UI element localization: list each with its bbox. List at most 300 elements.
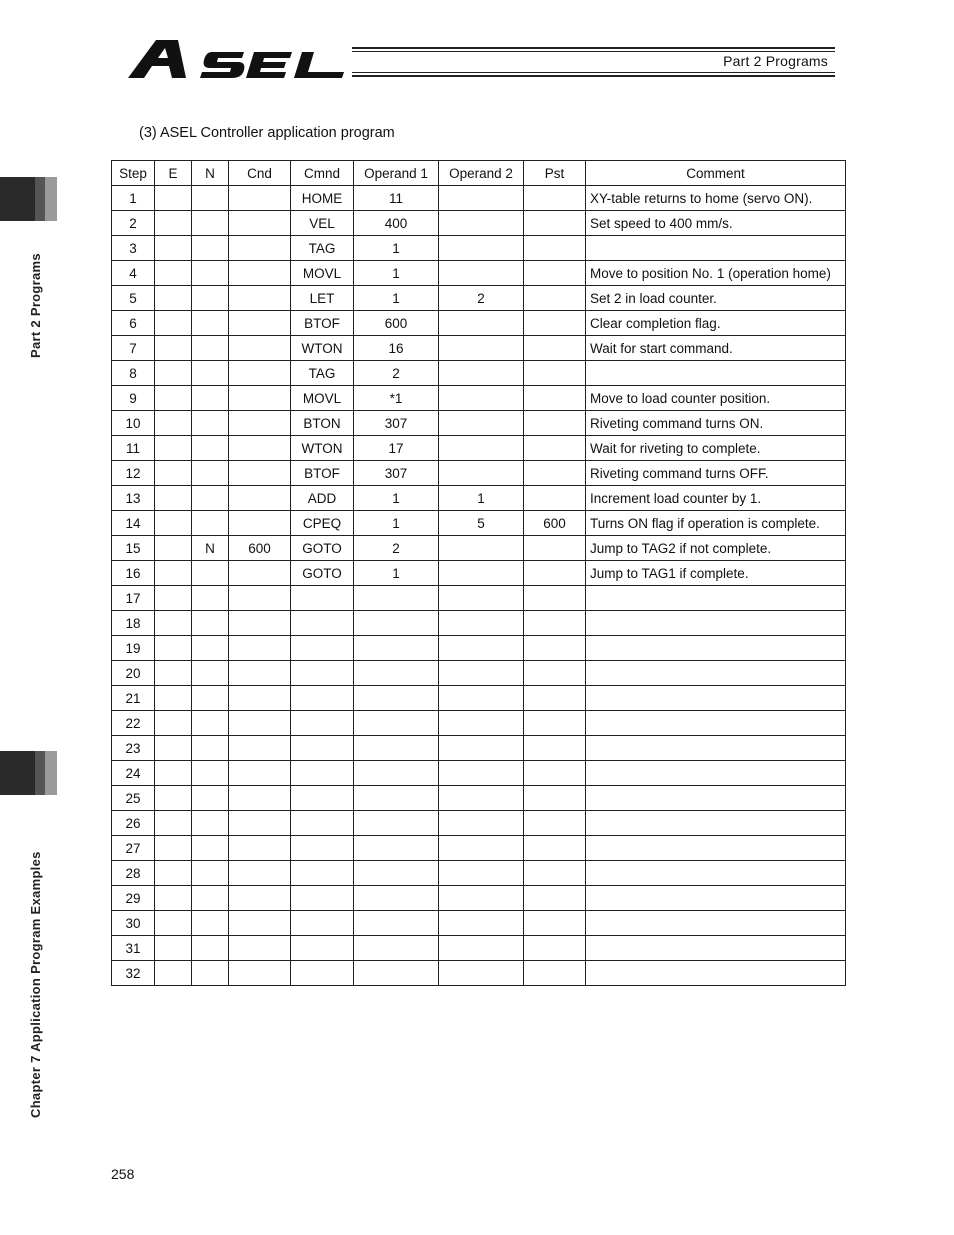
cell-cnd: [229, 511, 291, 536]
cell-operand2: [439, 411, 524, 436]
cell-n: [192, 311, 229, 336]
cell-cnd: [229, 736, 291, 761]
cell-operand1: 1: [354, 561, 439, 586]
cell-n: [192, 461, 229, 486]
cell-pst: [524, 786, 586, 811]
cell-step: 21: [112, 686, 155, 711]
cell-e: [155, 586, 192, 611]
program-table: [111, 160, 846, 986]
cell-operand1: [354, 861, 439, 886]
cell-comment: Jump to TAG2 if not complete.: [586, 536, 846, 561]
cell-e: [155, 211, 192, 236]
cell-e: [155, 511, 192, 536]
cell-operand2: [439, 236, 524, 261]
cell-pst: [524, 636, 586, 661]
cell-pst: [524, 811, 586, 836]
table-row: [112, 486, 846, 511]
table-row: [112, 436, 846, 461]
cell-n: [192, 711, 229, 736]
cell-operand1: [354, 636, 439, 661]
table-row: [112, 511, 846, 536]
cell-operand2: [439, 336, 524, 361]
cell-comment: [586, 861, 846, 886]
cell-cmnd: WTON: [291, 436, 354, 461]
cell-cnd: [229, 586, 291, 611]
cell-step: 5: [112, 286, 155, 311]
cell-operand1: [354, 961, 439, 986]
cell-comment: [586, 636, 846, 661]
cell-comment: [586, 961, 846, 986]
cell-pst: [524, 761, 586, 786]
cell-step: 15: [112, 536, 155, 561]
side-label-chapter: Chapter 7 Application Program Examples: [28, 851, 43, 1118]
cell-cmnd: [291, 936, 354, 961]
cell-e: [155, 911, 192, 936]
cell-cnd: [229, 611, 291, 636]
table-row: [112, 411, 846, 436]
cell-cmnd: [291, 761, 354, 786]
cell-step: 22: [112, 711, 155, 736]
cell-pst: [524, 661, 586, 686]
table-row: [112, 811, 846, 836]
cell-operand1: [354, 711, 439, 736]
cell-comment: Clear completion flag.: [586, 311, 846, 336]
cell-operand1: [354, 586, 439, 611]
cell-e: [155, 636, 192, 661]
cell-pst: [524, 286, 586, 311]
cell-operand1: 400: [354, 211, 439, 236]
table-row: [112, 661, 846, 686]
cell-pst: [524, 211, 586, 236]
cell-n: [192, 286, 229, 311]
cell-operand2: [439, 811, 524, 836]
cell-pst: [524, 586, 586, 611]
cell-comment: [586, 661, 846, 686]
table-row: [112, 336, 846, 361]
cell-operand1: 11: [354, 186, 439, 211]
cell-cmnd: TAG: [291, 361, 354, 386]
table-row: [112, 736, 846, 761]
cell-n: [192, 511, 229, 536]
cell-cnd: [229, 386, 291, 411]
cell-operand1: [354, 686, 439, 711]
cell-operand1: 1: [354, 286, 439, 311]
table-row: [112, 361, 846, 386]
cell-e: [155, 261, 192, 286]
cell-e: [155, 786, 192, 811]
cell-operand1: 17: [354, 436, 439, 461]
cell-e: [155, 536, 192, 561]
cell-operand1: 1: [354, 261, 439, 286]
cell-cnd: [229, 336, 291, 361]
cell-comment: Wait for riveting to complete.: [586, 436, 846, 461]
table-row: [112, 386, 846, 411]
section-title: (3) ASEL Controller application program: [139, 125, 395, 141]
cell-pst: [524, 361, 586, 386]
table-row: [112, 961, 846, 986]
cell-cmnd: [291, 786, 354, 811]
cell-cmnd: [291, 711, 354, 736]
cell-cnd: [229, 711, 291, 736]
cell-cnd: [229, 786, 291, 811]
cell-step: 17: [112, 586, 155, 611]
cell-operand2: [439, 461, 524, 486]
cell-operand1: *1: [354, 386, 439, 411]
cell-pst: [524, 936, 586, 961]
cell-e: [155, 386, 192, 411]
cell-step: 2: [112, 211, 155, 236]
cell-operand2: [439, 436, 524, 461]
table-row: [112, 861, 846, 886]
cell-pst: [524, 611, 586, 636]
cell-operand2: [439, 386, 524, 411]
cell-pst: [524, 186, 586, 211]
cell-cnd: [229, 886, 291, 911]
cell-pst: [524, 736, 586, 761]
cell-operand2: [439, 536, 524, 561]
cell-operand2: 5: [439, 511, 524, 536]
cell-comment: [586, 686, 846, 711]
page-number: 258: [111, 1166, 135, 1182]
cell-operand2: [439, 736, 524, 761]
table-row: [112, 561, 846, 586]
cell-step: 24: [112, 761, 155, 786]
cell-cmnd: GOTO: [291, 561, 354, 586]
cell-operand2: 2: [439, 286, 524, 311]
cell-cnd: [229, 836, 291, 861]
cell-cnd: [229, 436, 291, 461]
cell-step: 19: [112, 636, 155, 661]
cell-step: 28: [112, 861, 155, 886]
cell-n: [192, 786, 229, 811]
cell-operand1: 2: [354, 361, 439, 386]
cell-operand1: [354, 811, 439, 836]
cell-comment: [586, 786, 846, 811]
cell-comment: [586, 811, 846, 836]
cell-n: [192, 261, 229, 286]
cell-operand2: [439, 911, 524, 936]
cell-cnd: [229, 486, 291, 511]
cell-cnd: [229, 811, 291, 836]
cell-operand1: 2: [354, 536, 439, 561]
cell-comment: Set 2 in load counter.: [586, 286, 846, 311]
cell-n: [192, 211, 229, 236]
cell-pst: [524, 486, 586, 511]
cell-cnd: [229, 361, 291, 386]
table-row: [112, 236, 846, 261]
cell-n: [192, 936, 229, 961]
table-body: [112, 186, 846, 986]
table-row: [112, 786, 846, 811]
cell-operand1: [354, 836, 439, 861]
cell-operand2: [439, 711, 524, 736]
cell-operand2: [439, 561, 524, 586]
column-header-step: Step: [112, 161, 155, 186]
cell-comment: [586, 911, 846, 936]
cell-e: [155, 436, 192, 461]
cell-operand1: 1: [354, 511, 439, 536]
cell-cnd: [229, 961, 291, 986]
cell-n: [192, 411, 229, 436]
cell-n: [192, 561, 229, 586]
cell-cmnd: CPEQ: [291, 511, 354, 536]
cell-step: 25: [112, 786, 155, 811]
cell-cmnd: [291, 811, 354, 836]
cell-comment: Riveting command turns ON.: [586, 411, 846, 436]
cell-operand1: [354, 786, 439, 811]
cell-operand2: 1: [439, 486, 524, 511]
cell-pst: [524, 961, 586, 986]
table-row: [112, 911, 846, 936]
column-header-n: N: [192, 161, 229, 186]
cell-cmnd: [291, 611, 354, 636]
cell-operand1: 1: [354, 236, 439, 261]
cell-pst: [524, 561, 586, 586]
cell-step: 26: [112, 811, 155, 836]
cell-n: [192, 486, 229, 511]
cell-e: [155, 736, 192, 761]
cell-operand2: [439, 861, 524, 886]
cell-e: [155, 861, 192, 886]
cell-e: [155, 711, 192, 736]
cell-operand2: [439, 586, 524, 611]
cell-cmnd: [291, 586, 354, 611]
cell-cnd: [229, 311, 291, 336]
table-row: [112, 261, 846, 286]
cell-operand1: [354, 886, 439, 911]
cell-comment: Wait for start command.: [586, 336, 846, 361]
cell-e: [155, 311, 192, 336]
cell-operand1: 307: [354, 411, 439, 436]
cell-cmnd: [291, 911, 354, 936]
cell-step: 30: [112, 911, 155, 936]
side-label-part: Part 2 Programs: [28, 253, 43, 358]
cell-operand2: [439, 611, 524, 636]
cell-operand2: [439, 686, 524, 711]
cell-cmnd: [291, 736, 354, 761]
cell-pst: [524, 886, 586, 911]
cell-operand1: 1: [354, 486, 439, 511]
side-tab-marker-bottom: [0, 751, 57, 795]
cell-cnd: [229, 636, 291, 661]
cell-n: [192, 361, 229, 386]
cell-step: 18: [112, 611, 155, 636]
cell-pst: [524, 236, 586, 261]
table-row: [112, 886, 846, 911]
cell-cnd: [229, 186, 291, 211]
cell-cmnd: VEL: [291, 211, 354, 236]
cell-step: 4: [112, 261, 155, 286]
cell-e: [155, 236, 192, 261]
cell-cnd: 600: [229, 536, 291, 561]
cell-e: [155, 561, 192, 586]
cell-cmnd: ADD: [291, 486, 354, 511]
cell-step: 12: [112, 461, 155, 486]
cell-cnd: [229, 936, 291, 961]
cell-pst: [524, 411, 586, 436]
table-header-row: [112, 161, 846, 186]
column-header-cmnd: Cmnd: [291, 161, 354, 186]
cell-n: [192, 811, 229, 836]
cell-pst: [524, 461, 586, 486]
cell-operand2: [439, 936, 524, 961]
cell-cnd: [229, 461, 291, 486]
cell-step: 32: [112, 961, 155, 986]
cell-operand2: [439, 961, 524, 986]
column-header-operand1: Operand 1: [354, 161, 439, 186]
cell-cnd: [229, 911, 291, 936]
cell-cnd: [229, 861, 291, 886]
cell-e: [155, 686, 192, 711]
cell-step: 13: [112, 486, 155, 511]
cell-e: [155, 661, 192, 686]
cell-operand2: [439, 361, 524, 386]
cell-comment: [586, 236, 846, 261]
cell-cnd: [229, 686, 291, 711]
cell-e: [155, 936, 192, 961]
cell-operand2: [439, 786, 524, 811]
cell-operand2: [439, 886, 524, 911]
cell-cnd: [229, 561, 291, 586]
cell-n: [192, 911, 229, 936]
cell-cnd: [229, 261, 291, 286]
table-row: [112, 311, 846, 336]
cell-n: [192, 961, 229, 986]
cell-n: [192, 761, 229, 786]
cell-step: 9: [112, 386, 155, 411]
table-row: [112, 536, 846, 561]
table-row: [112, 686, 846, 711]
cell-step: 14: [112, 511, 155, 536]
cell-operand1: [354, 611, 439, 636]
cell-e: [155, 186, 192, 211]
cell-cmnd: [291, 636, 354, 661]
cell-operand1: [354, 761, 439, 786]
column-header-operand2: Operand 2: [439, 161, 524, 186]
cell-n: [192, 636, 229, 661]
cell-pst: [524, 536, 586, 561]
cell-n: [192, 611, 229, 636]
cell-n: [192, 186, 229, 211]
table-row: [112, 461, 846, 486]
cell-operand1: 16: [354, 336, 439, 361]
cell-cnd: [229, 761, 291, 786]
cell-e: [155, 461, 192, 486]
cell-operand1: [354, 661, 439, 686]
cell-cmnd: BTON: [291, 411, 354, 436]
table-row: [112, 711, 846, 736]
cell-e: [155, 836, 192, 861]
cell-step: 10: [112, 411, 155, 436]
cell-e: [155, 486, 192, 511]
table-row: [112, 211, 846, 236]
cell-cnd: [229, 236, 291, 261]
cell-operand1: 600: [354, 311, 439, 336]
header-part-label: Part 2 Programs: [723, 53, 828, 69]
cell-cmnd: [291, 886, 354, 911]
cell-e: [155, 761, 192, 786]
cell-e: [155, 611, 192, 636]
cell-pst: 600: [524, 511, 586, 536]
cell-comment: Riveting command turns OFF.: [586, 461, 846, 486]
cell-step: 6: [112, 311, 155, 336]
cell-cmnd: HOME: [291, 186, 354, 211]
cell-pst: [524, 336, 586, 361]
asel-logo: [126, 36, 350, 80]
cell-comment: [586, 761, 846, 786]
cell-operand2: [439, 186, 524, 211]
table-row: [112, 936, 846, 961]
cell-cmnd: TAG: [291, 236, 354, 261]
cell-pst: [524, 436, 586, 461]
cell-comment: Move to load counter position.: [586, 386, 846, 411]
cell-cmnd: WTON: [291, 336, 354, 361]
table-row: [112, 761, 846, 786]
table-row: [112, 586, 846, 611]
cell-operand2: [439, 836, 524, 861]
cell-n: [192, 336, 229, 361]
cell-operand1: [354, 911, 439, 936]
table-row: [112, 286, 846, 311]
cell-n: [192, 236, 229, 261]
cell-operand2: [439, 261, 524, 286]
cell-cmnd: BTOF: [291, 311, 354, 336]
column-header-pst: Pst: [524, 161, 586, 186]
column-header-e: E: [155, 161, 192, 186]
cell-pst: [524, 311, 586, 336]
cell-step: 23: [112, 736, 155, 761]
cell-step: 7: [112, 336, 155, 361]
cell-cmnd: [291, 961, 354, 986]
cell-comment: [586, 836, 846, 861]
column-header-comment: Comment: [586, 161, 846, 186]
cell-cmnd: GOTO: [291, 536, 354, 561]
cell-step: 27: [112, 836, 155, 861]
cell-comment: [586, 361, 846, 386]
cell-cnd: [229, 661, 291, 686]
cell-operand2: [439, 761, 524, 786]
cell-cmnd: MOVL: [291, 386, 354, 411]
cell-pst: [524, 911, 586, 936]
cell-comment: [586, 611, 846, 636]
cell-cnd: [229, 286, 291, 311]
cell-comment: [586, 711, 846, 736]
cell-e: [155, 286, 192, 311]
cell-n: [192, 861, 229, 886]
cell-step: 11: [112, 436, 155, 461]
cell-e: [155, 886, 192, 911]
cell-comment: Turns ON flag if operation is complete.: [586, 511, 846, 536]
cell-step: 20: [112, 661, 155, 686]
cell-n: [192, 436, 229, 461]
cell-operand1: [354, 736, 439, 761]
cell-e: [155, 336, 192, 361]
table-row: [112, 636, 846, 661]
table-row: [112, 836, 846, 861]
cell-cmnd: MOVL: [291, 261, 354, 286]
cell-comment: Jump to TAG1 if complete.: [586, 561, 846, 586]
cell-n: N: [192, 536, 229, 561]
cell-e: [155, 811, 192, 836]
cell-n: [192, 661, 229, 686]
cell-e: [155, 361, 192, 386]
table-row: [112, 186, 846, 211]
cell-e: [155, 411, 192, 436]
cell-operand2: [439, 661, 524, 686]
cell-step: 8: [112, 361, 155, 386]
cell-cnd: [229, 411, 291, 436]
cell-comment: [586, 936, 846, 961]
